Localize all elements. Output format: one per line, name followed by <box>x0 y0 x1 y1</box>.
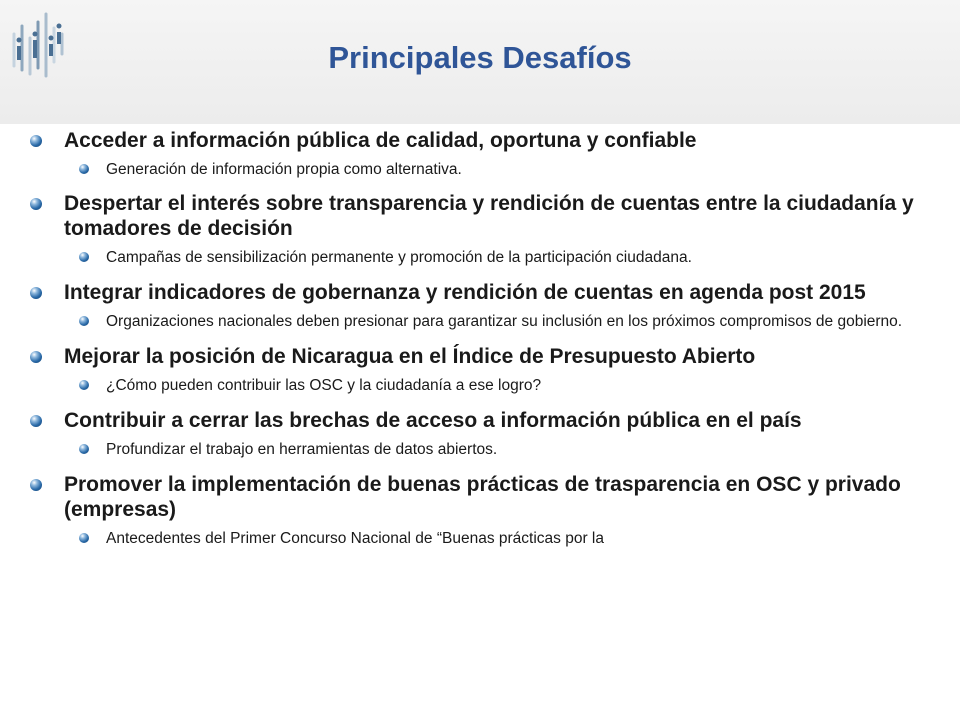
sub-bullet-text: Antecedentes del Primer Concurso Nacional de “Buenas prácticas por la <box>106 530 604 547</box>
sub-bullet-text: Campañas de sensibilización permanente y promoción de la participación ciudadana. <box>106 249 692 266</box>
list-item <box>0 280 960 333</box>
bullet-sphere-icon <box>79 380 89 390</box>
bullet-text: Contribuir a cerrar las brechas de acceso a información pública en el país <box>64 409 802 432</box>
bullet-sphere-icon <box>30 479 42 491</box>
bullet-sphere-icon <box>79 252 89 262</box>
bullet-text: Promover la implementación de buenas prácticas de trasparencia en OSC y privado (empresas) <box>64 473 901 521</box>
list-item <box>0 472 960 550</box>
bullet-sphere-icon <box>30 415 42 427</box>
page-title: Principales Desafíos <box>328 40 632 75</box>
list-item <box>0 408 960 461</box>
bullet-sphere-icon <box>30 287 42 299</box>
bullet-sphere-icon <box>30 135 42 147</box>
list-item <box>0 128 960 181</box>
bullet-sphere-icon <box>79 533 89 543</box>
bullet-text: Integrar indicadores de gobernanza y rendición de cuentas en agenda post 2015 <box>64 281 866 304</box>
bullet-sphere-icon <box>79 316 89 326</box>
bullet-list <box>0 128 960 550</box>
sub-bullet-text: Generación de información propia como alternativa. <box>106 161 462 178</box>
bullet-sphere-icon <box>30 198 42 210</box>
sub-bullet-text: Profundizar el trabajo en herramientas de datos abiertos. <box>106 441 498 458</box>
bullet-sphere-icon <box>30 351 42 363</box>
sub-bullet-text: Organizaciones nacionales deben presionar para garantizar su inclusión en los próximos compromisos de gobierno. <box>106 313 903 330</box>
bullet-text: Mejorar la posición de Nicaragua en el Índice de Presupuesto Abierto <box>64 345 756 368</box>
bullet-text: Despertar el interés sobre transparencia y rendición de cuentas entre la ciudadanía y tomadores de decisión <box>64 192 914 240</box>
bullet-sphere-icon <box>79 444 89 454</box>
list-item <box>0 344 960 397</box>
bullet-sphere-icon <box>79 164 89 174</box>
list-item <box>0 191 960 269</box>
bullet-text: Acceder a información pública de calidad, oportuna y confiable <box>64 129 697 152</box>
sub-bullet-text: ¿Cómo pueden contribuir las OSC y la ciudadanía a ese logro? <box>106 377 542 394</box>
slide-header <box>0 0 960 124</box>
